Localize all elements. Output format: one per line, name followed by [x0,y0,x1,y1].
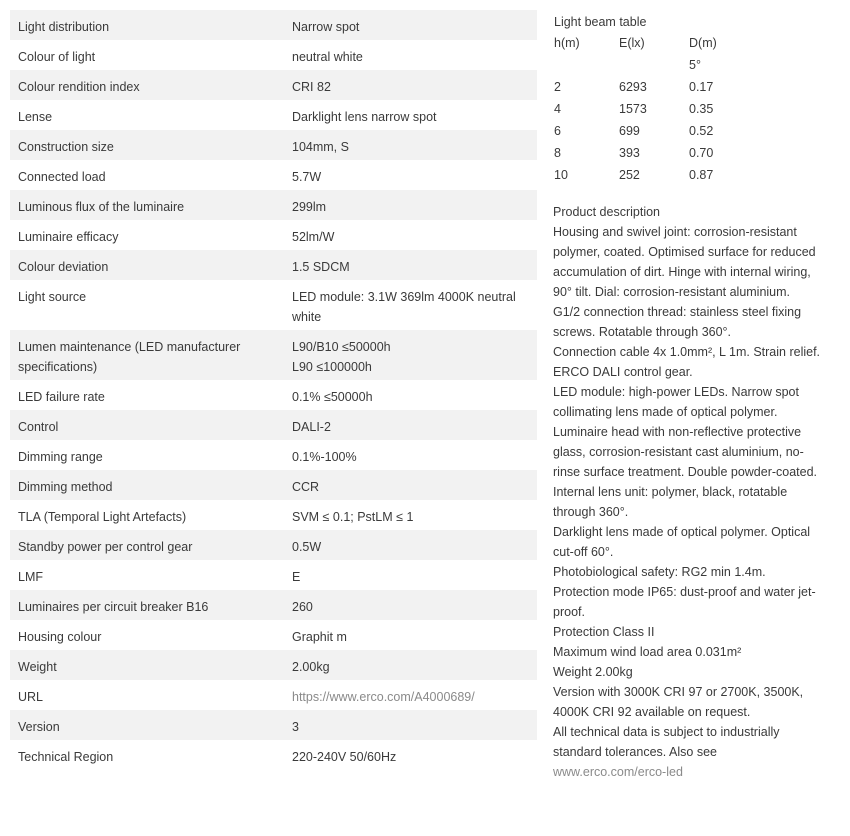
spec-value [292,747,529,767]
header-height: h(m) [554,36,580,50]
spec-label: Construction size [18,140,114,154]
beam-cell: 10 [554,168,568,182]
spec-value [292,17,529,37]
spec-row [10,620,537,650]
spec-label: Light source [18,290,87,304]
beam-cell: 4 [554,102,561,116]
beam-cell: 699 [619,124,640,138]
spec-value-line: Darklight lens narrow spot [292,110,437,124]
spec-value-line: 2.00kg [292,660,330,674]
description-title: Product description [553,205,661,219]
spec-row [10,130,537,160]
spec-value [292,567,529,587]
spec-value [292,627,529,647]
spec-label: Colour of light [18,50,96,64]
spec-value [292,447,529,467]
spec-value-line: 5.7W [292,170,322,184]
beam-cell: 252 [619,168,640,182]
description-paragraph: Connection cable 4x 1.0mm², L 1m. Strain relief. [553,345,821,359]
spec-value [292,287,529,327]
spec-label: Dimming method [18,480,113,494]
spec-label: Version [18,720,60,734]
spec-value [292,77,529,97]
spec-value-line: 0.5W [292,540,322,554]
spec-row [10,380,537,410]
spec-label: Technical Region [18,750,114,764]
spec-value[interactable] [292,687,529,707]
beam-cell: 6293 [619,80,647,94]
spec-row [10,100,537,130]
spec-value [292,337,529,377]
beam-table-row [554,164,824,186]
beam-cell: 6 [554,124,561,138]
spec-value-line: LED module: 3.1W 369lm 4000K neutral [292,290,516,304]
light-beam-table [554,12,824,186]
spec-row [10,330,537,380]
spec-label: Luminaire efficacy [18,230,119,244]
spec-value-line: E [292,570,301,584]
spec-row [10,500,537,530]
beam-table-angle-row [554,54,824,76]
spec-label: Lumen maintenance (LED manufacturer specifications) [18,340,241,374]
header-diameter: D(m) [689,36,717,50]
spec-value-line: L90/B10 ≤50000h [292,340,391,354]
spec-row [10,710,537,740]
beam-cell: 0.17 [689,80,714,94]
description-paragraph: Darklight lens made of optical polymer. Optical cut-off 60°. [553,525,811,559]
spec-label: Weight [18,660,57,674]
description-paragraph: Protection Class II [553,625,655,639]
description-paragraph: Photobiological safety: RG2 min 1.4m. [553,565,766,579]
spec-row [10,40,537,70]
beam-cell: 2 [554,80,561,94]
spec-value-line: Graphit m [292,630,347,644]
spec-row [10,280,537,330]
spec-label: Light distribution [18,20,110,34]
spec-row [10,560,537,590]
spec-label: Colour deviation [18,260,109,274]
spec-value [292,417,529,437]
spec-value-line: 220-240V 50/60Hz [292,750,397,764]
beam-cell: 0.70 [689,146,714,160]
spec-value [292,477,529,497]
description-paragraph: Maximum wind load area 0.031m² [553,645,742,659]
beam-cell: 8 [554,146,561,160]
spec-value-line: Narrow spot [292,20,360,34]
spec-value-line: 299lm [292,200,327,214]
beam-cell: 1573 [619,102,647,116]
spec-row [10,590,537,620]
spec-value-line: white [292,310,322,324]
spec-label: Standby power per control gear [18,540,193,554]
spec-label: TLA (Temporal Light Artefacts) [18,510,187,524]
spec-row [10,530,537,560]
spec-label: Control [18,420,59,434]
spec-value-line: 3 [292,720,299,734]
spec-row [10,410,537,440]
erco-led-link[interactable]: www.erco.com/erco-led [553,765,683,779]
spec-label: Luminaires per circuit breaker B16 [18,600,209,614]
beam-table-row [554,142,824,164]
beam-table-title: Light beam table [554,15,647,29]
spec-row [10,470,537,500]
spec-label: Lense [18,110,53,124]
spec-value [292,657,529,677]
header-illuminance: E(lx) [619,36,645,50]
spec-value [292,717,529,737]
spec-label: Colour rendition index [18,80,140,94]
description-paragraph: All technical data is subject to industrially standard tolerances. Also see [553,725,780,759]
spec-label: Connected load [18,170,106,184]
description-paragraph: LED module: high-power LEDs. Narrow spot collimating lens made of optical polymer. [553,385,799,419]
spec-value [292,227,529,247]
spec-row [10,740,537,770]
spec-value-line: SVM ≤ 0.1; PstLM ≤ 1 [292,510,414,524]
spec-value [292,257,529,277]
spec-value [292,537,529,557]
beam-table-header [554,32,824,54]
spec-row [10,680,537,710]
description-paragraph: ERCO DALI control gear. [553,365,693,379]
spec-label: LMF [18,570,43,584]
spec-row [10,220,537,250]
description-paragraph: Weight 2.00kg [553,665,633,679]
spec-label: Luminous flux of the luminaire [18,200,185,214]
spec-value-line: DALI-2 [292,420,331,434]
spec-value [292,107,529,127]
spec-value [292,167,529,187]
spec-value-line: CRI 82 [292,80,331,94]
spec-row [10,250,537,280]
spec-row [10,650,537,680]
spec-value [292,597,529,617]
spec-value [292,47,529,67]
spec-row [10,160,537,190]
description-paragraph: Luminaire head with non-reflective protective glass, corrosion-resistant cast aluminium, no-rinse surface treatment. Double powder-coated. Internal lens unit: polymer, black, rotatable through 360°. [553,425,818,519]
spec-label: Housing colour [18,630,102,644]
spec-value-line: L90 ≤100000h [292,360,372,374]
spec-row [10,440,537,470]
spec-value-line: 52lm/W [292,230,335,244]
description-paragraph: Version with 3000K CRI 97 or 2700K, 3500K, 4000K CRI 92 available on request. [553,685,804,719]
spec-value-line: CCR [292,480,320,494]
spec-value [292,507,529,527]
description-paragraph: G1/2 connection thread: stainless steel fixing screws. Rotatable through 360°. [553,305,802,339]
spec-label: LED failure rate [18,390,105,404]
description-paragraph: Protection mode IP65: dust-proof and water jet-proof. [553,585,816,619]
spec-row [10,70,537,100]
description-paragraph: Housing and swivel joint: corrosion-resistant polymer, coated. Optimised surface for reduced accumulation of dirt. Hinge with internal wiring, 90° tilt. Dial: corrosion-resistant aluminium. [553,225,816,299]
spec-value [292,137,529,157]
beam-cell: 0.35 [689,102,714,116]
beam-angle: 5° [689,58,701,72]
beam-table-row [554,76,824,98]
spec-value-line: 0.1%-100% [292,450,357,464]
spec-value-line: 1.5 SDCM [292,260,350,274]
spec-table [10,10,537,770]
spec-value [292,387,529,407]
spec-value [292,197,529,217]
beam-table-row [554,120,824,142]
beam-cell: 0.52 [689,124,714,138]
spec-value-line: 260 [292,600,313,614]
product-url-link[interactable]: https://www.erco.com/A4000689/ [292,690,475,704]
beam-cell: 0.87 [689,168,714,182]
spec-value-line: 104mm, S [292,140,349,154]
spec-value-line: 0.1% ≤50000h [292,390,373,404]
spec-label: Dimming range [18,450,103,464]
product-description [553,202,823,782]
spec-label: URL [18,690,44,704]
spec-row [10,10,537,40]
spec-value-line: neutral white [292,50,363,64]
beam-table-row [554,98,824,120]
spec-row [10,190,537,220]
beam-cell: 393 [619,146,640,160]
